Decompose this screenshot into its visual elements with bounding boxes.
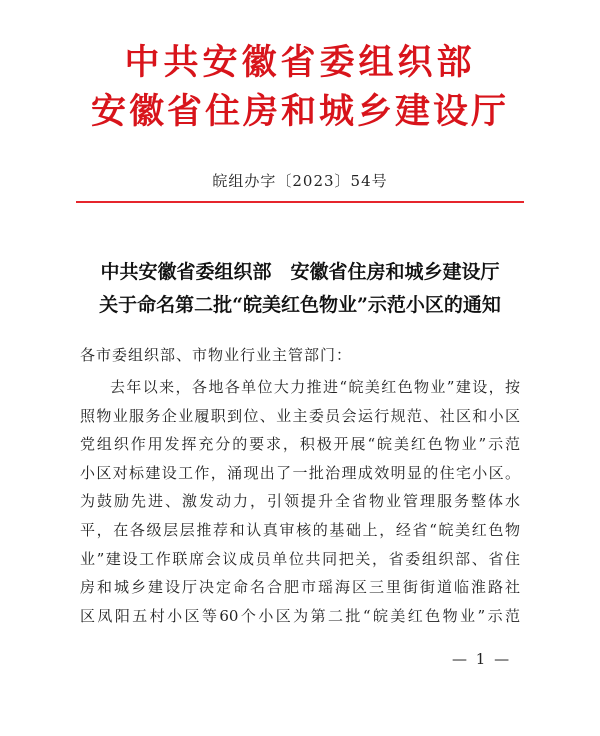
red-separator-line <box>76 201 524 203</box>
body-line: 区凤阳五村小区等60个小区为第二批“皖美红色物业”示范 <box>80 606 520 625</box>
body-text <box>80 373 520 630</box>
body-line: 平，在各级层层推荐和认真审核的基础上，经省“皖美红色物 <box>80 520 520 539</box>
body-line: 小区对标建设工作，涌现出了一批治理成效明显的住宅小区。 <box>80 463 520 482</box>
body-line: 房和城乡建设厅决定命名合肥市瑶海区三里街街道临淮路社 <box>80 578 520 597</box>
body-line: 照物业服务企业履职到位、业主委员会运行规范、社区和小区 <box>80 406 520 425</box>
body-line: 党组织作用发挥充分的要求，积极开展“皖美红色物业”示范 <box>80 435 520 454</box>
body-line: 业”建设工作联席会议成员单位共同把关，省委组织部、省住 <box>80 549 520 568</box>
notice-title-line1: 中共安徽省委组织部 安徽省住房和城乡建设厅 <box>100 261 500 283</box>
issuing-org-line2: 安徽省住房和城乡建设厅 <box>90 92 509 132</box>
body-line: 为鼓励先进、激发动力，引领提升全省物业管理服务整体水 <box>80 492 520 511</box>
body-line: 去年以来，各地各单位大力推进“皖美红色物业”建设，按 <box>110 378 520 396</box>
page-number: — 1 — <box>452 650 512 668</box>
notice-title-line2: 关于命名第二批“皖美红色物业”示范小区的通知 <box>99 294 501 316</box>
issuing-org-line1: 中共安徽省委组织部 <box>124 43 476 83</box>
document-number: 皖组办字〔2023〕54号 <box>212 172 388 190</box>
salutation: 各市委组织部、市物业行业主管部门： <box>80 346 353 364</box>
